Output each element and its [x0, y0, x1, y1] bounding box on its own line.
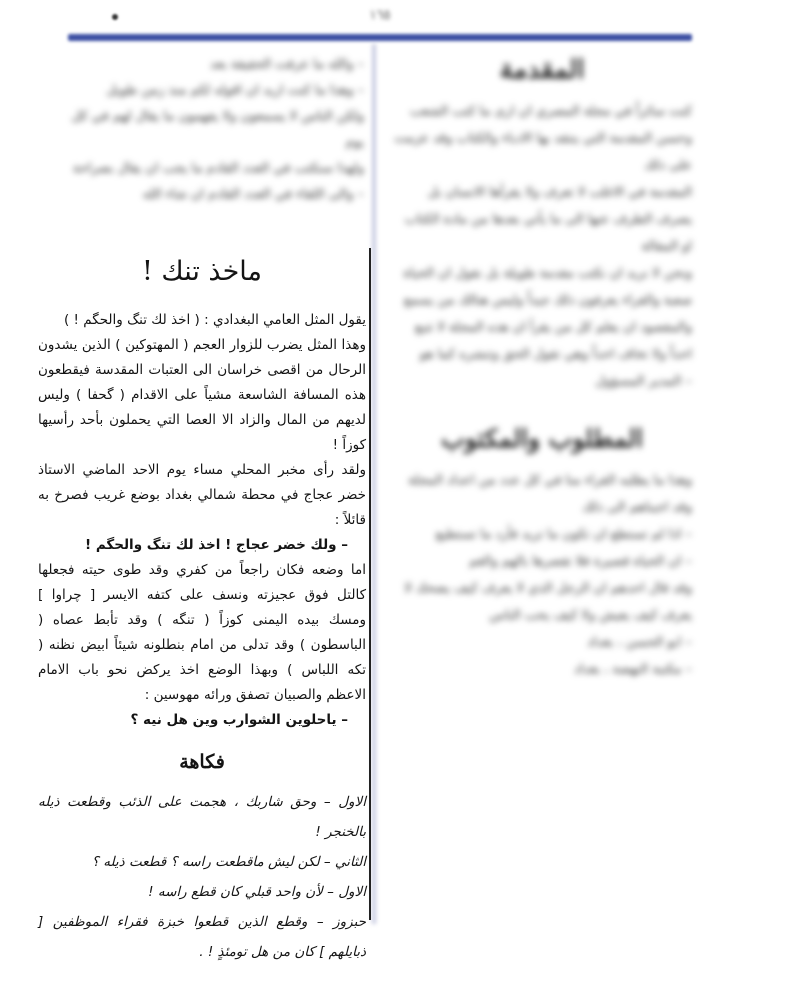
left-top-line: – والى اللقاء في العدد القادم ان شاء الله: [142, 187, 364, 202]
left-top-line: – والله ما عرفت الحقيقة بعد: [210, 57, 364, 72]
article-dialog-line: – ولك خضر عجاج ! اخذ لك تنگ والحگم !: [84, 537, 348, 553]
article-paragraph: يقول المثل العامي البغدادي : ( اخذ لك تنگ والحگم ! ): [64, 312, 366, 328]
jokes-list: [38, 787, 366, 967]
right-section-paragraph: – ان الحياة قصيرة فلا تقصرها بالهم والغم: [468, 554, 692, 569]
right-paragraph: – المدير المسؤول: [595, 374, 692, 389]
article-paragraph: وهذا المثل يضرب للزوار العجم ( المهتوكين ) الذين يشدون الرحال من اقصى خراسان الى العتبات المقدسة فيقطعون هذه المسافة الشاسعة مشياً على الاقدام ( گحفا ) وليس لديهم من المال والزاد الا العصا التي يحملون بأحد رأسيها كوزاً !: [38, 337, 366, 453]
left-top-line: – وهذا ما كنت اريد ان اقوله لكم منذ زمن طويل: [106, 83, 364, 98]
right-section-paragraph: – ابو الحسن ، بغداد: [587, 635, 692, 650]
left-top-line: ولكن الناس لا يسمعون ولا يفهمون ما يقال لهم في كل يوم: [71, 109, 364, 150]
right-section-paragraph: وهذا ما يطلبه القراء منا في كل عدد من اعداد المجلة وقد اجبناهم الى ذلك: [408, 473, 692, 515]
joke-line: حبزوز – وقطع الذين قطعوا خبزة فقراء الموظفين [ ذبايلهم ] كان من هل تومئذٍ ! .: [38, 914, 366, 960]
right-column: [392, 48, 692, 928]
joke-line: الثاني – لكن ليش ماقطعت راسه ؟ قطعت ذيله ؟: [91, 854, 366, 870]
corner-dot: [112, 14, 118, 20]
right-paragraph: ونحن لا نريد ان نكتب مقدمة طويلة بل نقول ان الحياة صعبة والقراء يعرفون ذلك جيداً وليس هنالك من يسمع: [403, 266, 692, 308]
column-divider-blurred: [372, 44, 376, 924]
jokes-title: فكاهة: [179, 751, 225, 773]
right-column-title: المقدمة: [499, 55, 585, 85]
article-title: ماخذ تنك !: [142, 256, 262, 287]
left-top-line: ولهذا سنكتب في العدد القادم ما يجب ان يقال بصراحة: [72, 161, 364, 176]
article: [38, 250, 366, 967]
article-paragraph: ولقد رأى مخبر المحلي مساء يوم الاحد الماضي الاستاذ خضر عجاج في محطة شمالي بغداد بوضع غريب فصرخ به قائلاً :: [38, 462, 366, 528]
article-dialog-line: – ياحلوين الشوارب وين هل نيه ؟: [130, 712, 348, 728]
article-paragraph: اما وضعه فكان راجعاً من كفري وقد طوى حيته فجعلها كالتل فوق عجيزته ونسف على كتفه الايسر [ چراوا ] ومسك بيده اليمنى كوزاً ( تنگه ) وقد تأبط عصاه ( الباسطون ) وقد تدلى من امام بنطلونه شيئاً ابيض نظنه ( تكه اللباس ) وبهذا الوضع اخذ يركض نحو باب الامام الاعظم والصبيان تصفق ورائه مهوسين :: [38, 562, 366, 703]
right-section-paragraph: وقد قال احدهم ان الرجل الذي لا يعرف كيف يضحك لا يعرف كيف يعيش ولا كيف يحب الناس: [404, 581, 692, 623]
column-divider: [369, 248, 371, 920]
page-number: ١٦٥: [369, 8, 391, 23]
right-paragraph: والمقصود ان يعلم كل من يقرأ ان هذه المجلة لا تتبع احداً ولا تخاف احداً وهي تقول الحق وتنشره كما هو: [414, 320, 692, 362]
right-paragraph: المقدمة في الاغلب لا تعرف ولا يقرأها الانسان بل يصرف الطرف عنها الى ما يأتي بعدها من مادة الكتاب او المقالة: [404, 185, 692, 254]
header-rule: [68, 34, 692, 41]
right-section-paragraph: – مكتبة النهضة ، بغداد: [573, 662, 692, 677]
joke-line: الاول – لأن واحد قبلي كان قطع راسه !: [148, 884, 366, 900]
right-paragraph: كنت سائراً في مجلة المصري ان ارى ما كتب الشعب وحسن المقدمة التي ينتقد بها الادباء والكتاب وقد عزمت على ذلك: [394, 104, 692, 173]
right-section-paragraph: – اذا لم تستطع ان تكون ما تريد فأرد ما تستطيع: [435, 527, 692, 542]
right-section-title: المطلوب والمكتوب: [441, 424, 643, 453]
joke-line: الاول – وحق شاربك ، هجمت على الذئب وقطعت ذيله بالخنجر !: [38, 794, 366, 840]
left-top-block: [52, 52, 364, 242]
